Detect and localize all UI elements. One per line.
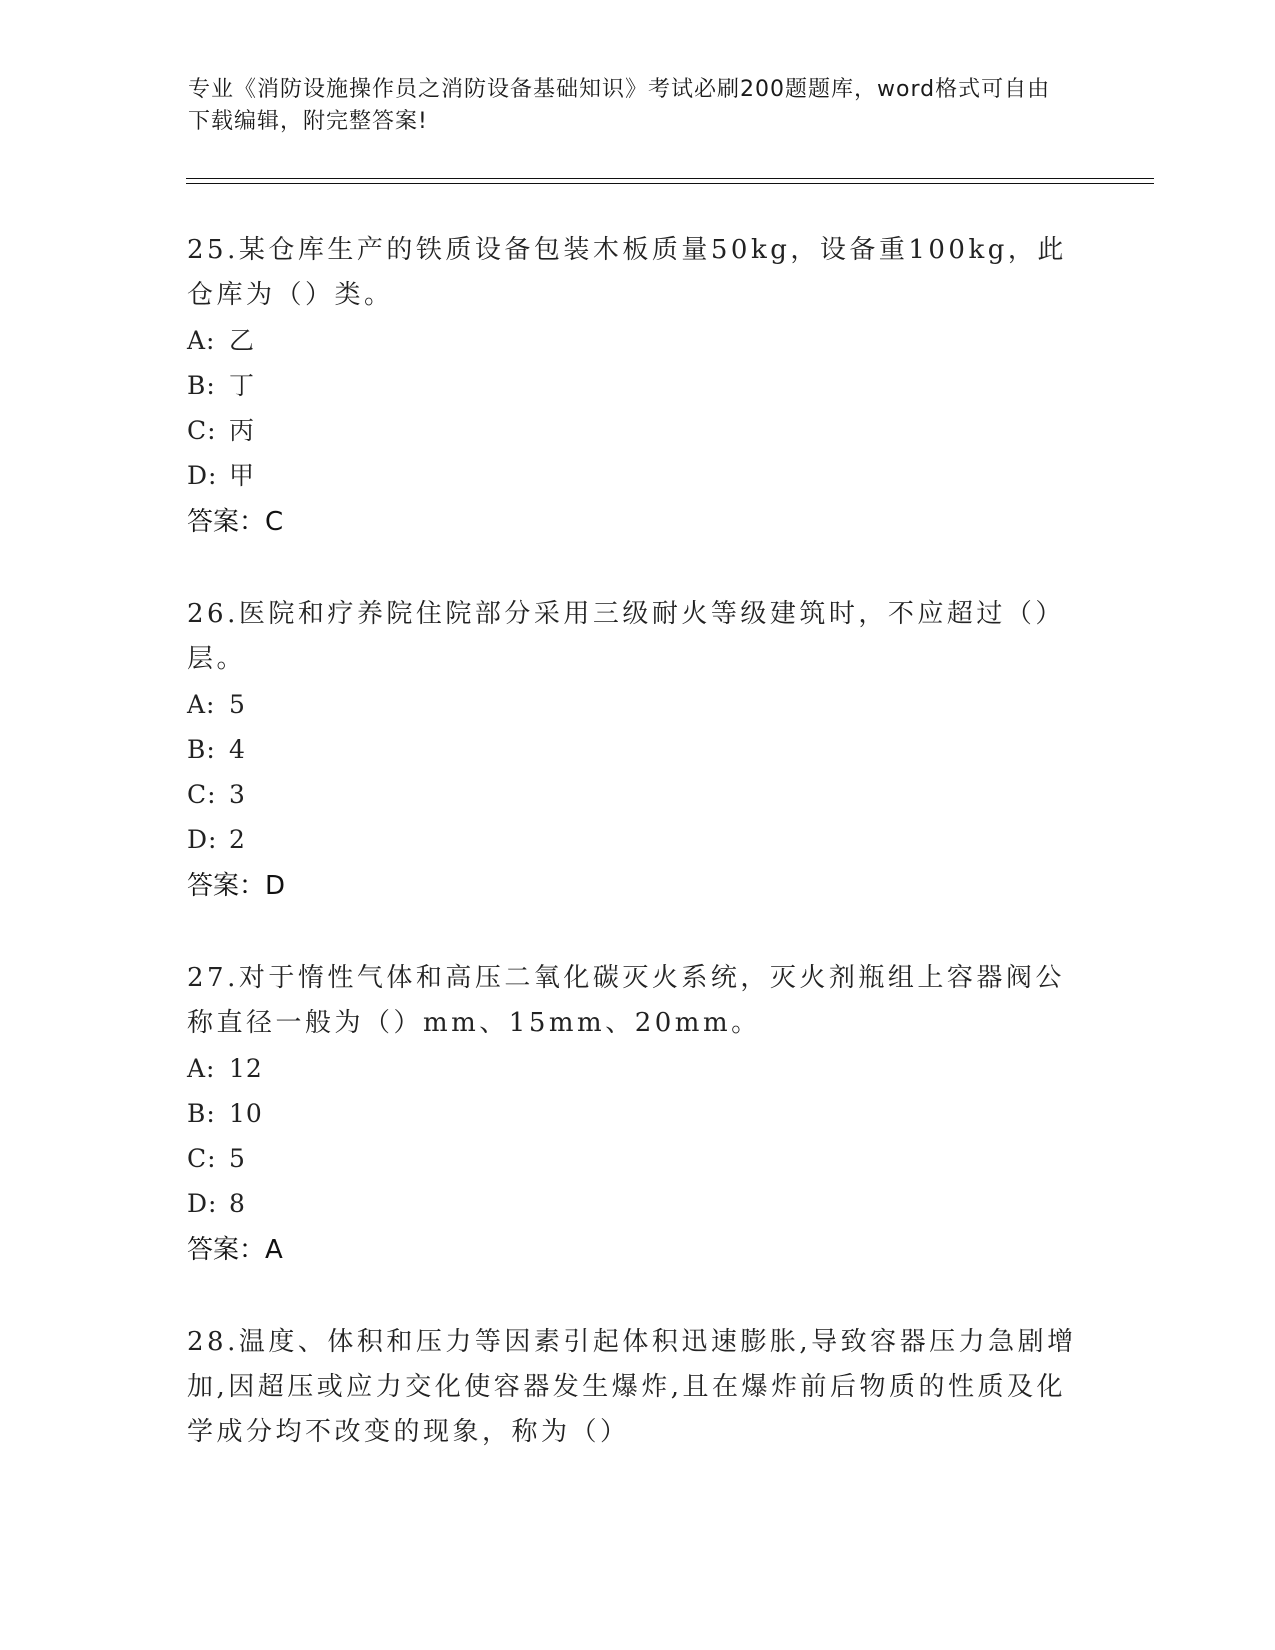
question-text: [187, 228, 1087, 318]
option-d: [187, 1181, 1087, 1226]
option-text: 8: [229, 1189, 246, 1218]
answer-line: [187, 863, 1087, 909]
answer-value: C: [265, 507, 284, 537]
header-divider-bottom: [186, 183, 1154, 184]
question-number: 25.: [187, 235, 239, 265]
page-header: [188, 74, 1068, 138]
option-letter: B:: [187, 371, 216, 400]
option-text: 乙: [229, 326, 256, 355]
question-26: [187, 592, 1087, 909]
answer-value: D: [265, 871, 286, 901]
answer-label: 答案：: [187, 1235, 266, 1265]
option-letter: D:: [187, 825, 218, 854]
option-text: 4: [229, 735, 246, 764]
option-letter: A:: [187, 326, 216, 355]
option-b: [187, 363, 1087, 408]
option-c: [187, 772, 1087, 817]
option-d: [187, 817, 1087, 862]
option-text: 5: [229, 1144, 246, 1173]
question-body: 温度、体积和压力等因素引起体积迅速膨胀,导致容器压力急剧增加,因超压或应力交化使容器发生爆炸,且在爆炸前后物质的性质及化学成分均不改变的现象，称为（）: [187, 1327, 1077, 1447]
option-c: [187, 1136, 1087, 1181]
option-letter: D:: [187, 461, 218, 490]
option-letter: C:: [187, 1144, 217, 1173]
header-divider-top: [186, 178, 1154, 179]
answer-label: 答案：: [187, 507, 266, 537]
option-letter: B:: [187, 735, 216, 764]
option-letter: C:: [187, 780, 217, 809]
question-body: 对于惰性气体和高压二氧化碳灭火系统，灭火剂瓶组上容器阀公称直径一般为（）mm、15mm、20mm。: [187, 963, 1065, 1038]
answer-label: 答案：: [187, 871, 266, 901]
option-c: [187, 408, 1087, 453]
option-text: 甲: [229, 461, 256, 490]
question-text: [187, 1320, 1087, 1455]
option-letter: A:: [187, 690, 216, 719]
option-text: 3: [229, 780, 246, 809]
option-text: 12: [229, 1054, 263, 1083]
option-text: 5: [229, 690, 246, 719]
answer-line: [187, 499, 1087, 545]
answer-value: A: [265, 1235, 283, 1265]
option-text: 丁: [229, 371, 256, 400]
question-27: [187, 956, 1087, 1273]
question-text: [187, 592, 1087, 682]
question-number: 28.: [187, 1327, 239, 1357]
answer-line: [187, 1227, 1087, 1273]
question-body: 某仓库生产的铁质设备包装木板质量50kg，设备重100kg，此仓库为（）类。: [187, 235, 1067, 310]
option-letter: C:: [187, 416, 217, 445]
option-b: [187, 1091, 1087, 1136]
question-body: 医院和疗养院住院部分采用三级耐火等级建筑时，不应超过（）层。: [187, 599, 1065, 674]
option-b: [187, 727, 1087, 772]
question-28: [187, 1320, 1087, 1455]
option-letter: A:: [187, 1054, 216, 1083]
option-letter: D:: [187, 1189, 218, 1218]
option-text: 丙: [229, 416, 256, 445]
question-25: [187, 228, 1087, 545]
header-title: 专业《消防设施操作员之消防设备基础知识》考试必刷200题题库，word格式可自由下载编辑，附完整答案!: [188, 77, 1051, 134]
option-text: 2: [229, 825, 246, 854]
option-text: 10: [229, 1099, 263, 1128]
option-a: [187, 682, 1087, 727]
option-d: [187, 453, 1087, 498]
option-a: [187, 1046, 1087, 1091]
option-letter: B:: [187, 1099, 216, 1128]
question-text: [187, 956, 1087, 1046]
question-number: 27.: [187, 963, 239, 993]
option-a: [187, 318, 1087, 363]
question-number: 26.: [187, 599, 239, 629]
